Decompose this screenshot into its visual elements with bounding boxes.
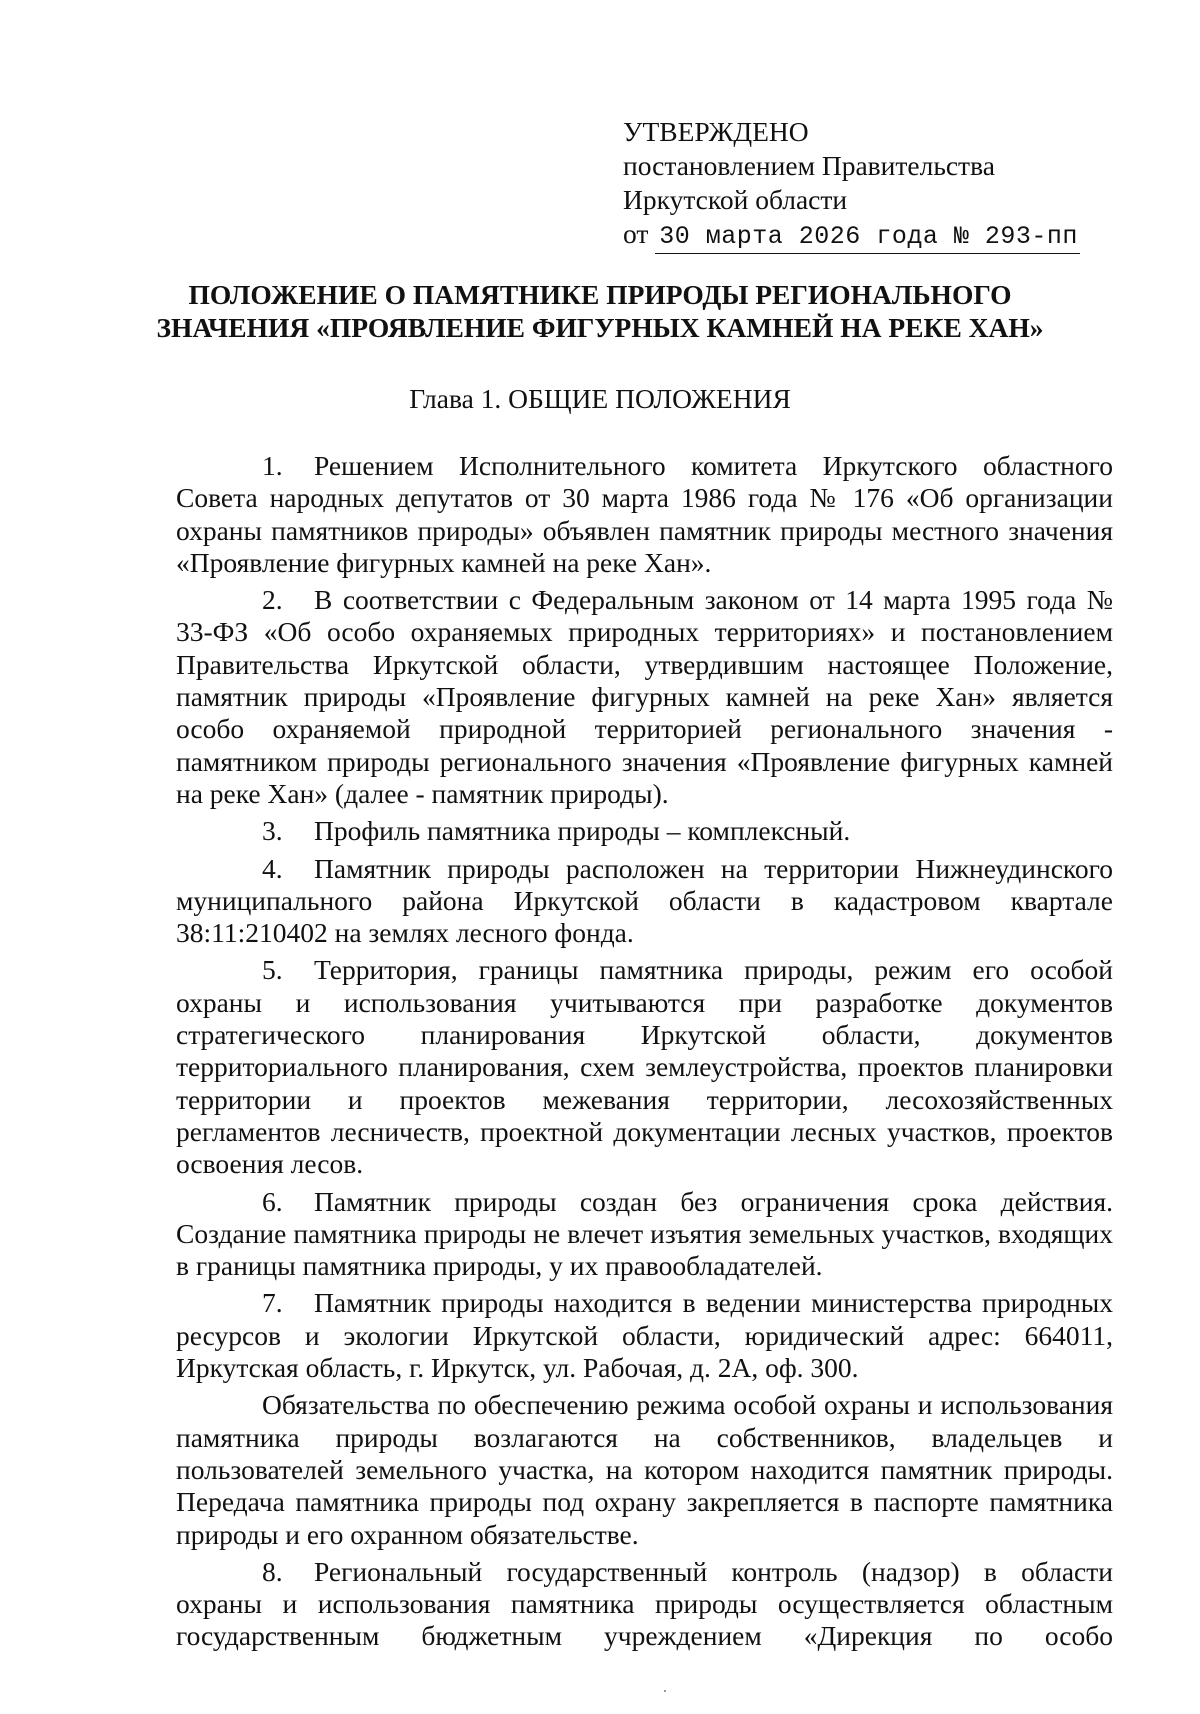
paragraph-8 <box>176 1556 1113 1653</box>
approval-line-1: постановлением Правительства <box>623 150 995 181</box>
approved-heading: УТВЕРЖДЕНО <box>623 116 809 147</box>
scan-speck <box>664 1690 666 1692</box>
decree-date-number: 30 марта 2026 года № 293-пп <box>655 222 1080 254</box>
approval-date-line <box>623 217 1143 254</box>
paragraph-text: Обязательства по обеспечению режима особой охраны и использования памятника природы возлагаются на собственников, владельцев и пользователей земельного участка, на котором находится памятник природы. Передача памятника природы под охрану закрепляется в паспорте памятника природы и его охранном обязательстве. <box>176 1389 1113 1550</box>
paragraph-text: Памятник природы расположен на территории Нижнеудинского муниципального района Иркутской области в кадастровом квартале 38:11:210402 на землях лесного фонда. <box>176 852 1113 949</box>
paragraph-number: 2. <box>262 584 283 616</box>
paragraph-text: Территория, границы памятника природы, режим его особой охраны и использования учитываются при разработке документов стратегического планирования Иркутской области, документов территориального планирования, схем землеустройства, проектов планировки территории и проектов межевания территории, лесохозяйственных регламентов лесничеств, проектной документации лесных участков, проектов освоения лесов. <box>176 954 1113 1180</box>
paragraph-number: 7. <box>262 1287 283 1319</box>
paragraph-1 <box>176 450 1113 579</box>
title-line-1: ПОЛОЖЕНИЕ О ПАМЯТНИКЕ ПРИРОДЫ РЕГИОНАЛЬНОГО <box>188 279 1012 310</box>
paragraph-text: Памятник природы создан без ограничения срока действия. Создание памятника природы не влечет изъятия земельных участков, входящих в границы памятника природы, у их правообладателей. <box>176 1185 1113 1282</box>
paragraph-text: Памятник природы находится в ведении министерства природных ресурсов и экологии Иркутской области, юридический адрес: 664011, Иркутская область, г. Иркутск, ул. Рабочая, д. 2А, оф. 300. <box>176 1287 1113 1384</box>
document-body <box>176 450 1113 1653</box>
paragraph-number: 3. <box>262 815 283 847</box>
paragraph-number: 1. <box>262 450 283 481</box>
date-prefix: от <box>623 218 649 249</box>
approval-line-2: Иркутской области <box>623 184 848 215</box>
paragraph-4 <box>176 853 1113 950</box>
paragraph-text: Решением Исполнительного комитета Иркутского областного Совета народных депутатов от 30 марта 1986 года № 176 «Об организации охраны памятников природы» объявлен памятник природы местного значения «Проявление фигурных камней на реке Хан». <box>176 450 1113 578</box>
paragraph-text: Региональный государственный контроль (надзор) в области охраны и использования памятника природы осуществляется областным государственным бюджетным учреждением «Дирекция по особо <box>176 1555 1113 1652</box>
paragraph-number: 5. <box>262 954 283 986</box>
title-line-2: ЗНАЧЕНИЯ «ПРОЯВЛЕНИЕ ФИГУРНЫХ КАМНЕЙ НА РЕКЕ ХАН» <box>156 312 1044 343</box>
paragraph-text: Профиль памятника природы – комплексный. <box>314 815 851 847</box>
paragraph-7-obligations <box>176 1389 1113 1550</box>
paragraph-number: 8. <box>262 1555 283 1587</box>
chapter-heading: Глава 1. ОБЩИЕ ПОЛОЖЕНИЯ <box>409 383 791 414</box>
document-title <box>100 278 1100 344</box>
paragraph-5 <box>176 954 1113 1180</box>
paragraph-text: В соответствии с Федеральным законом от 14 марта 1995 года № 33-ФЗ «Об особо охраняемых природных территориях» и постановлением Правительства Иркутской области, утвердившим настоящее Положение, памятник природы «Проявление фигурных камней на реке Хан» является особо охраняемой природной территорией регионального значения - памятником природы регионального значения «Проявление фигурных камней на реке Хан» (далее - памятник природы). <box>176 584 1113 809</box>
paragraph-7 <box>176 1287 1113 1384</box>
paragraph-6 <box>176 1186 1113 1283</box>
approval-stamp <box>623 115 1143 254</box>
paragraph-number: 6. <box>262 1185 283 1217</box>
paragraph-number: 4. <box>262 852 283 884</box>
paragraph-2 <box>176 584 1113 810</box>
paragraph-3 <box>176 815 1113 847</box>
